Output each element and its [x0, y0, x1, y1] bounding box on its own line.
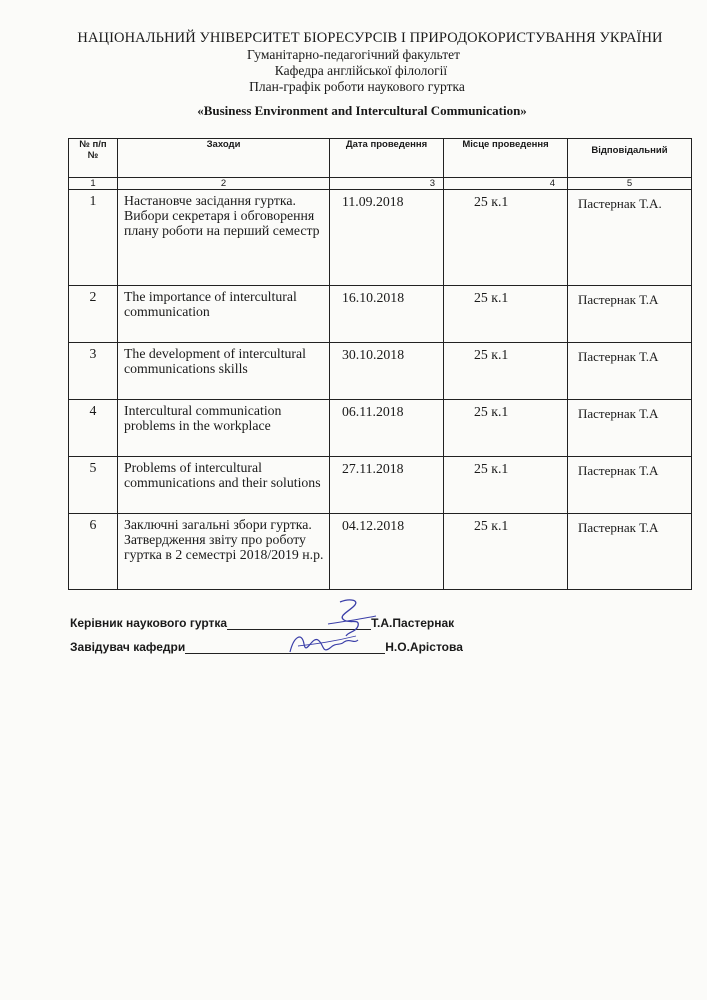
row-date: 11.09.2018 [330, 190, 444, 286]
row-place: 25 к.1 [444, 343, 568, 400]
row-number: 3 [69, 343, 118, 400]
row-number: 6 [69, 514, 118, 590]
row-place: 25 к.1 [444, 286, 568, 343]
column-number: 3 [330, 178, 444, 190]
row-event: Intercultural communication problems in the workplace [118, 400, 330, 457]
header-number-line2: № [87, 150, 99, 161]
row-responsible: Пастернак Т.А [568, 514, 692, 590]
row-number: 2 [69, 286, 118, 343]
plan-heading: План-графік роботи наукового гуртка [249, 79, 465, 94]
department-name: Кафедра англійської філології [274, 63, 448, 78]
column-number: 2 [118, 178, 330, 190]
row-responsible: Пастернак Т.А. [568, 190, 692, 286]
header-number [69, 139, 118, 178]
header-responsible: Відповідальний [568, 139, 692, 178]
document-title: «Business Environment and Intercultural Communication» [197, 103, 527, 118]
header-place: Місце проведення [444, 139, 568, 178]
row-place: 25 к.1 [444, 190, 568, 286]
row-responsible: Пастернак Т.А [568, 286, 692, 343]
head-handwritten-signature [284, 626, 364, 662]
row-place: 25 к.1 [444, 514, 568, 590]
row-event: The development of intercultural communications skills [118, 343, 330, 400]
row-responsible: Пастернак Т.А [568, 400, 692, 457]
row-event: Настановче засідання гуртка. Вибори секретаря і обговорення плану роботи на перший семестр [118, 190, 330, 286]
row-date: 30.10.2018 [330, 343, 444, 400]
head-label: Завідувач кафедри [70, 640, 186, 654]
row-responsible: Пастернак Т.А [568, 343, 692, 400]
row-event: Problems of intercultural communications and their solutions [118, 457, 330, 514]
table-row [69, 400, 692, 457]
faculty-name: Гуманітарно-педагогічний факультет [247, 47, 460, 62]
leader-label: Керівник наукового гуртка [70, 616, 228, 630]
head-name: Н.О.Арістова [385, 640, 463, 654]
row-date: 06.11.2018 [330, 400, 444, 457]
table-row [69, 343, 692, 400]
row-number: 1 [69, 190, 118, 286]
header-event: Заходи [118, 139, 330, 178]
table-row [69, 286, 692, 343]
row-responsible: Пастернак Т.А [568, 457, 692, 514]
column-number: 4 [444, 178, 568, 190]
table-row [69, 514, 692, 590]
header-number-line1: № п/п [79, 139, 107, 150]
column-number-row [69, 178, 692, 190]
header-date: Дата проведення [330, 139, 444, 178]
row-place: 25 к.1 [444, 457, 568, 514]
table-header-row [69, 139, 692, 178]
table-row [69, 457, 692, 514]
leader-signature-line [70, 616, 454, 630]
row-date: 27.11.2018 [330, 457, 444, 514]
column-number: 5 [568, 178, 692, 190]
row-event: Заключні загальні збори гуртка. Затвердження звіту про роботу гуртка в 2 семестрі 2018/2019 н.р. [118, 514, 330, 590]
row-place: 25 к.1 [444, 400, 568, 457]
row-event: The importance of intercultural communication [118, 286, 330, 343]
row-date: 04.12.2018 [330, 514, 444, 590]
head-signature-line [70, 640, 463, 654]
university-name: НАЦІОНАЛЬНИЙ УНІВЕРСИТЕТ БІОРЕСУРСІВ І ПРИРОДОКОРИСТУВАННЯ УКРАЇНИ [77, 30, 663, 46]
leader-name: Т.А.Пастернак [371, 616, 455, 630]
column-number: 1 [69, 178, 118, 190]
schedule-table [68, 138, 692, 590]
row-date: 16.10.2018 [330, 286, 444, 343]
table-row [69, 190, 692, 286]
row-number: 5 [69, 457, 118, 514]
row-number: 4 [69, 400, 118, 457]
